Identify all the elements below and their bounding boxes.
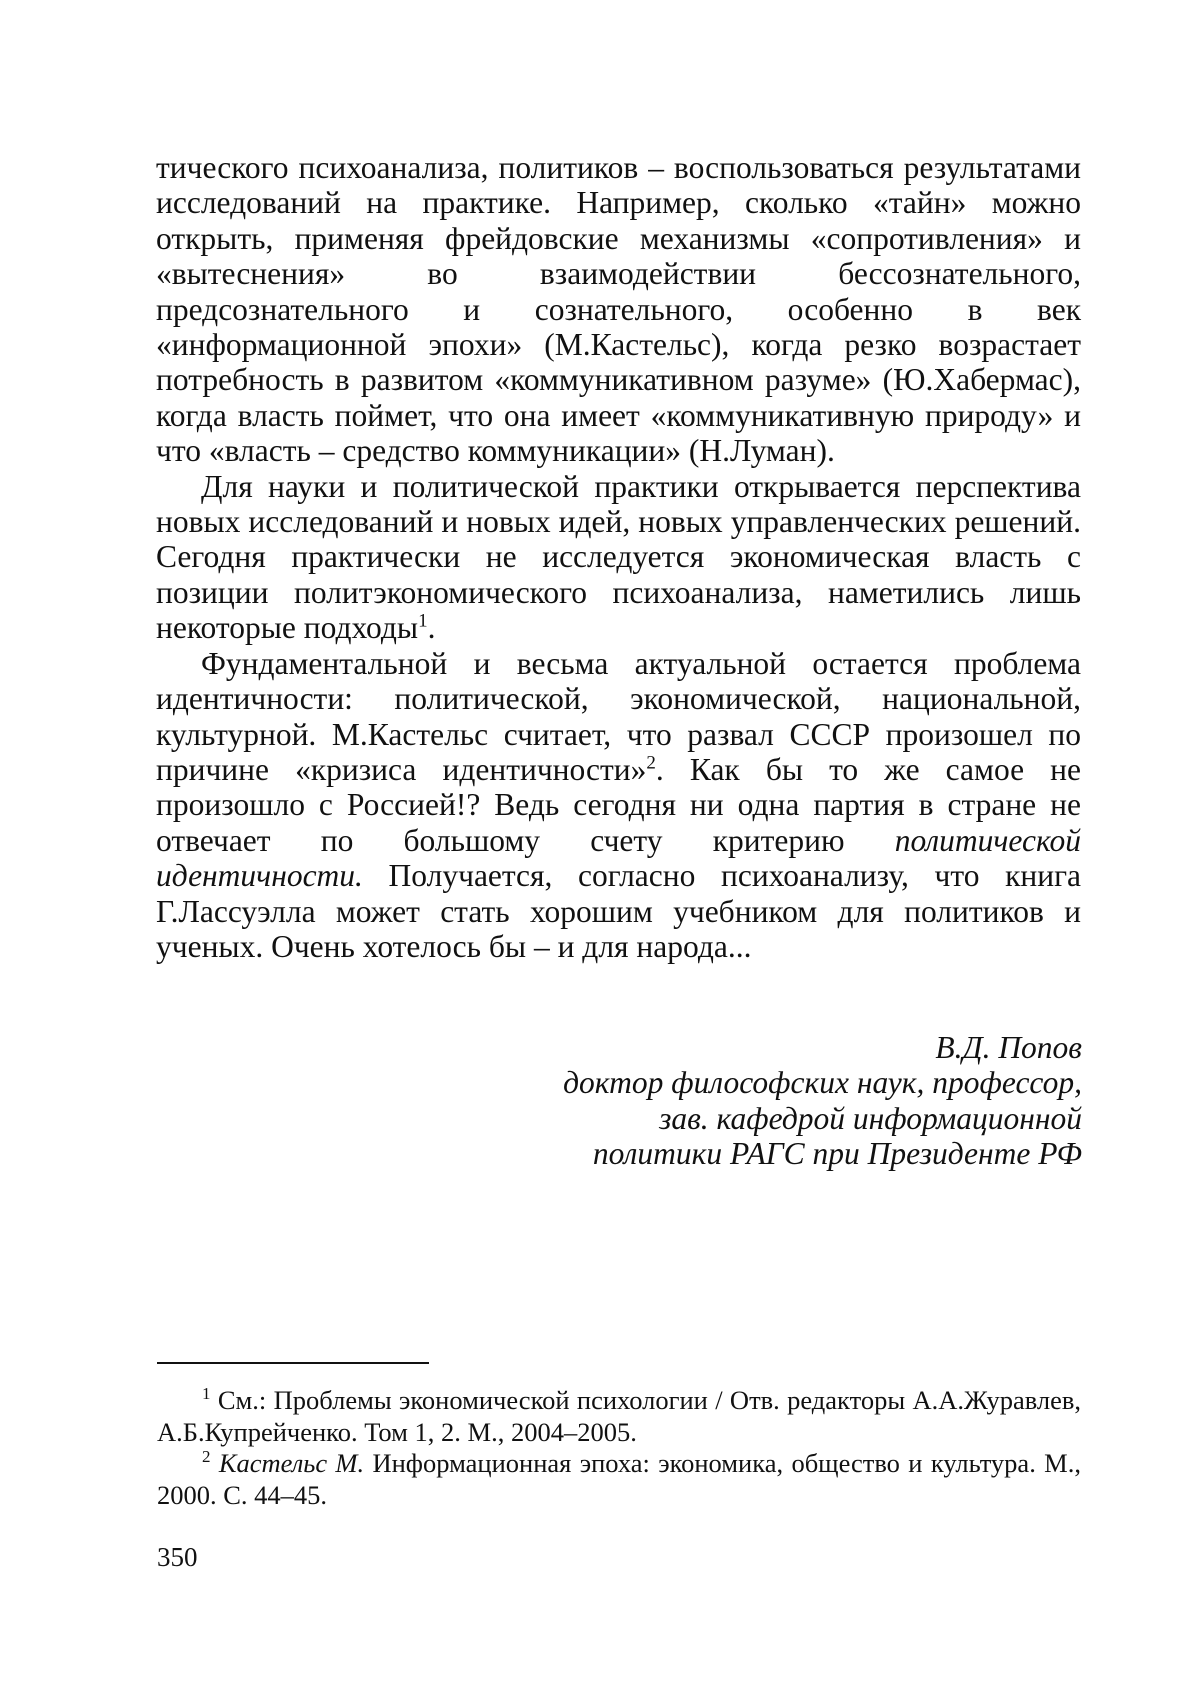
author-title-line-2: зав. кафедрой информационной: [659, 1100, 1082, 1136]
footnote-ref-2: 2: [646, 752, 656, 774]
paragraph-3: [156, 646, 1081, 965]
footnote-divider: [157, 1362, 429, 1364]
paragraph-3-part-a: Фундаментальной и весьма актуальной остается проблема идентичности: политической, экономической, национальной, культурной. М.Кастельс считает, что развал СССР произошел по причине «кризиса идентичности»: [156, 645, 1081, 787]
footnote-2: [157, 1448, 1081, 1511]
footnote-2-author: Кастельс М.: [210, 1448, 365, 1478]
paragraph-3-part-c: Получается, согласно психоанализу, что книга Г.Лассуэлла может стать хорошим учебником для политиков и ученых. Очень хотелось бы – и для народа...: [156, 858, 1081, 964]
page-number: 350: [157, 1542, 198, 1572]
paragraph-3-part-b: . Как бы то же самое не произошло с Россией!? Ведь сегодня ни одна партия в стране не отвечает по большому счету критерию: [156, 751, 1081, 858]
paragraph-3-italic-term: политической идентичности.: [156, 822, 1081, 894]
footnotes: [157, 1385, 1081, 1511]
paragraph-2-end: .: [427, 610, 436, 646]
author-signature: [563, 1030, 1082, 1172]
author-name: В.Д. Попов: [935, 1030, 1082, 1065]
footnote-ref-1: 1: [418, 610, 428, 632]
footnote-1: [157, 1385, 1081, 1448]
paragraph-2: [156, 469, 1081, 646]
footnote-2-text: Информационная эпоха: экономика, общество и культура. М., 2000. С. 44–45.: [157, 1448, 1081, 1510]
main-text: [156, 150, 1081, 964]
footnote-1-number: 1: [202, 1384, 211, 1404]
footnote-1-text: См.: Проблемы экономической психологии / Отв. редакторы А.А.Журавлев, А.Б.Купрейченко. Том 1, 2. М., 2004–2005.: [157, 1385, 1081, 1447]
paragraph-2-text: Для науки и политической практики открывается перспектива новых исследований и новых идей, новых управленческих решений. Сегодня практически не исследуется экономическая власть с позиции политэкономического психоанализа, наметились лишь некоторые подходы: [156, 468, 1081, 646]
author-title-line-1: доктор философских наук, профессор,: [563, 1065, 1082, 1101]
author-title-line-3: политики РАГС при Президенте РФ: [592, 1136, 1082, 1172]
footnote-2-number: 2: [202, 1447, 211, 1467]
paragraph-1: тического психоанализа, политиков – воспользоваться результатами исследований на практике. Например, сколько «тайн» можно открыть, применяя фрейдовские механизмы «сопротивления» и «вытеснения» во взаимодействии бессознательного, предсознательного и сознательного, особенно в век «информационной эпохи» (М.Кастельс), когда резко возрастает потребность в развитом «коммуникативном разуме» (Ю.Хабермас), когда власть поймет, что она имеет «коммуникативную природу» и что «власть – средство коммуникации» (Н.Луман).: [156, 150, 1081, 469]
